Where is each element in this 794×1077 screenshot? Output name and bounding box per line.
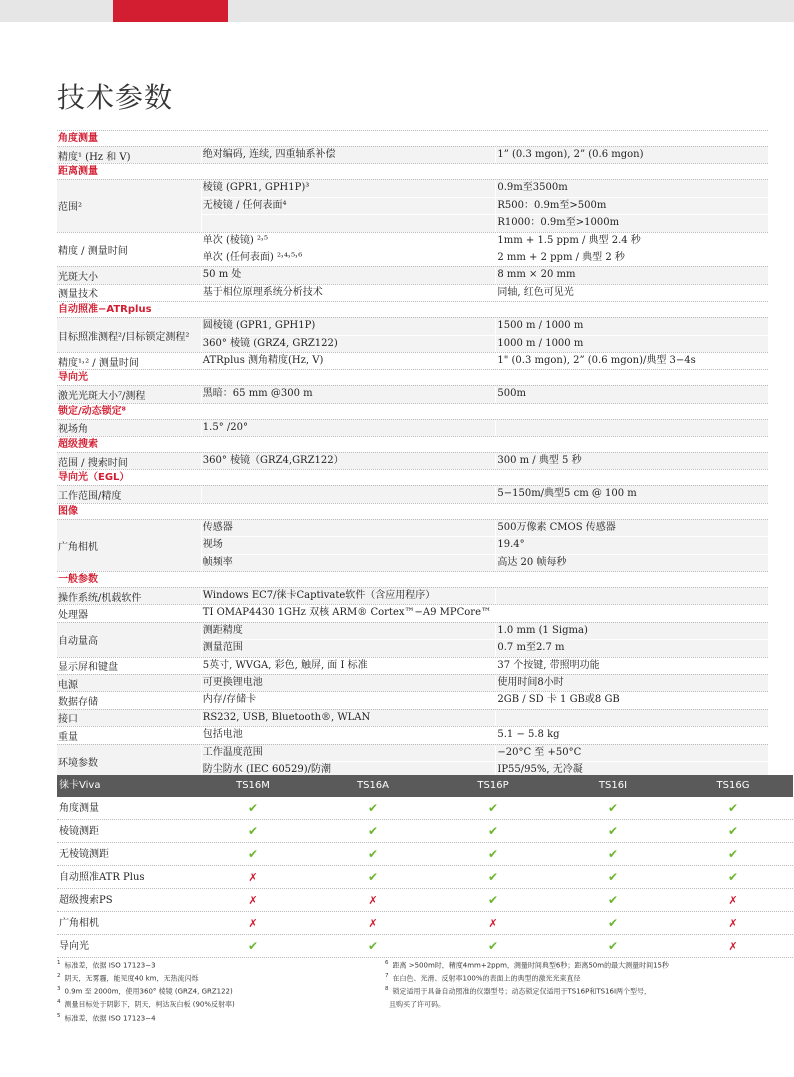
spec-value-col bbox=[495, 420, 768, 436]
spec-value-col bbox=[495, 318, 768, 352]
spec-detail-col bbox=[201, 692, 496, 708]
model-column-header: TS16A bbox=[356, 780, 390, 791]
section-heading bbox=[57, 369, 768, 385]
spec-detail-col bbox=[201, 520, 496, 571]
footnote-text: 标准差，依据 ISO 17123−3 bbox=[64, 961, 156, 970]
spec-detail: 1.5° /20° bbox=[201, 420, 496, 436]
spec-value-col bbox=[495, 727, 768, 743]
spec-detail: 视场 bbox=[201, 536, 496, 553]
section-title: 超级搜索 bbox=[58, 439, 98, 451]
spec-value: 1” (0.3 mgon), 2” (0.6 mgon) bbox=[495, 147, 768, 163]
feature-label: 导向光 bbox=[59, 941, 89, 952]
section-heading bbox=[57, 436, 768, 452]
footnote-number: 3 bbox=[57, 986, 61, 993]
check-icon: ✔ bbox=[247, 824, 259, 838]
spec-value bbox=[495, 605, 768, 621]
spec-value-col bbox=[495, 588, 768, 604]
spec-label: 自动量高 bbox=[58, 636, 98, 648]
cross-icon: ✗ bbox=[728, 940, 738, 953]
section-heading bbox=[57, 130, 768, 146]
spec-value-col bbox=[495, 147, 768, 163]
spec-detail: 5英寸, WVGA, 彩色, 触屏, 面 I 标准 bbox=[201, 658, 496, 674]
spec-label: 目标照准测程²/目标锁定测程² bbox=[58, 331, 190, 343]
check-icon: ✔ bbox=[727, 847, 739, 861]
spec-label: 激光光斑大小⁷/测程 bbox=[58, 390, 146, 402]
footnote-number: 2 bbox=[57, 973, 61, 980]
spec-table bbox=[57, 130, 768, 778]
spec-label: 光斑大小 bbox=[58, 272, 98, 284]
comparison-row bbox=[57, 935, 793, 958]
spec-value-col bbox=[495, 745, 768, 779]
cross-icon: ✗ bbox=[368, 917, 378, 930]
spec-detail: 黑暗：65 mm @300 m bbox=[201, 386, 496, 402]
spec-value: 5−150m/典型5 cm @ 100 m bbox=[495, 486, 768, 502]
model-column-header: TS16M bbox=[236, 780, 270, 791]
spec-row bbox=[57, 519, 768, 571]
check-icon: ✔ bbox=[607, 870, 619, 884]
spec-detail: 包括电池 bbox=[201, 727, 496, 743]
spec-row bbox=[57, 726, 768, 743]
spec-row bbox=[57, 146, 768, 163]
cross-icon: ✗ bbox=[728, 894, 738, 907]
spec-label: 精度¹ (Hz 和 V) bbox=[58, 151, 131, 163]
check-icon: ✔ bbox=[487, 824, 499, 838]
spec-value-col bbox=[495, 180, 768, 231]
feature-label: 自动照准ATR Plus bbox=[59, 872, 145, 883]
spec-detail: 防尘防水 (IEC 60529)/防潮 bbox=[201, 761, 496, 778]
spec-detail: 测距精度 bbox=[201, 623, 496, 639]
footnote-number: 1 bbox=[57, 960, 61, 966]
spec-detail-col bbox=[201, 658, 496, 674]
footnote bbox=[385, 984, 735, 997]
spec-value-col bbox=[495, 692, 768, 708]
spec-label: 电源 bbox=[58, 679, 78, 691]
footnote-number: 8 bbox=[385, 986, 389, 993]
check-icon: ✔ bbox=[487, 870, 499, 884]
spec-value: 300 m / 典型 5 秒 bbox=[495, 453, 768, 469]
check-icon: ✔ bbox=[367, 870, 379, 884]
spec-detail: 绝对编码, 连续, 四重轴系补偿 bbox=[201, 147, 496, 163]
comparison-header-row bbox=[57, 775, 793, 797]
spec-row bbox=[57, 179, 768, 231]
cross-icon: ✗ bbox=[488, 917, 498, 930]
spec-detail-col bbox=[201, 588, 496, 604]
spec-label: 测量技术 bbox=[58, 289, 98, 301]
footnote-text: 在白色、光滑、反射率100%的表面上的典型的激光光束直径 bbox=[392, 974, 581, 983]
spec-value: 5.1 − 5.8 kg bbox=[495, 727, 768, 743]
section-title: 锁定/动态锁定⁸ bbox=[58, 405, 127, 417]
spec-value: 1000 m / 1000 m bbox=[495, 335, 768, 352]
spec-value: 500万像素 CMOS 传感器 bbox=[495, 520, 768, 536]
spec-row bbox=[57, 744, 768, 779]
check-icon: ✔ bbox=[247, 847, 259, 861]
spec-row bbox=[57, 385, 768, 402]
check-icon: ✔ bbox=[607, 824, 619, 838]
section-heading bbox=[57, 163, 768, 179]
spec-label: 显示屏和键盘 bbox=[58, 662, 118, 674]
footnote-text: 测量目标处于阴影下，阴天，柯达灰白板 (90%反射率) bbox=[64, 1000, 235, 1009]
footnote-text: 且购买了许可码。 bbox=[389, 1000, 445, 1009]
check-icon: ✔ bbox=[607, 893, 619, 907]
check-icon: ✔ bbox=[367, 801, 379, 815]
check-icon: ✔ bbox=[367, 939, 379, 953]
spec-value: 500m bbox=[495, 386, 768, 402]
spec-value: 0.9m至3500m bbox=[495, 180, 768, 196]
cross-icon: ✗ bbox=[248, 894, 258, 907]
spec-detail: 基于相位原理系统分析技术 bbox=[201, 285, 496, 301]
comparison-row bbox=[57, 912, 793, 935]
spec-detail: 可更换锂电池 bbox=[201, 675, 496, 691]
spec-value: 1500 m / 1000 m bbox=[495, 318, 768, 334]
section-heading bbox=[57, 301, 768, 317]
footnote-text: 锁定适用于具备自动照准的仪器型号；动态锁定仅适用于TS16P和TS16I两个型号， bbox=[392, 987, 652, 996]
footnote bbox=[57, 997, 372, 1010]
spec-detail-col bbox=[201, 386, 496, 402]
spec-value-col bbox=[495, 233, 768, 267]
spec-label: 操作系统/机载软件 bbox=[58, 592, 142, 604]
spec-value: 0.7 m至2.7 m bbox=[495, 639, 768, 656]
spec-detail: 360° 棱镜 (GRZ4, GRZ122) bbox=[201, 335, 496, 352]
spec-label: 广角相机 bbox=[58, 541, 98, 553]
spec-row bbox=[57, 452, 768, 469]
model-column-header: TS16P bbox=[477, 780, 509, 791]
spec-detail-col bbox=[201, 727, 496, 743]
spec-detail: RS232, USB, Bluetooth®, WLAN bbox=[201, 710, 496, 726]
spec-detail: 50 m 处 bbox=[201, 267, 496, 283]
comparison-row bbox=[57, 797, 793, 820]
cross-icon: ✗ bbox=[728, 917, 738, 930]
footnote-number: 4 bbox=[57, 999, 61, 1006]
spec-detail-col bbox=[201, 453, 496, 469]
spec-row bbox=[57, 622, 768, 657]
check-icon: ✔ bbox=[487, 893, 499, 907]
spec-detail: 帧频率 bbox=[201, 554, 496, 571]
top-banner bbox=[0, 0, 794, 22]
spec-row bbox=[57, 266, 768, 283]
check-icon: ✔ bbox=[487, 801, 499, 815]
section-heading bbox=[57, 571, 768, 587]
spec-detail-col bbox=[201, 605, 496, 621]
footnote-text: 0.9m 至 2000m，使用360° 棱镜 (GRZ4, GRZ122) bbox=[64, 987, 233, 996]
spec-detail: 传感器 bbox=[201, 520, 496, 536]
section-title: 自动照准−ATRplus bbox=[58, 304, 152, 316]
spec-value: 37 个按键, 带照明功能 bbox=[495, 658, 768, 674]
footnote-text: 阴天，无雾霾，能见度40 km，无热流闪烁 bbox=[64, 974, 199, 983]
spec-value: 1" (0.3 mgon), 2” (0.6 mgon)/典型 3−4s bbox=[495, 353, 768, 369]
spec-detail: 360° 棱镜（GRZ4,GRZ122） bbox=[201, 453, 496, 469]
spec-value: 1.0 mm (1 Sigma) bbox=[495, 623, 768, 639]
spec-row bbox=[57, 317, 768, 352]
spec-value-col bbox=[495, 267, 768, 283]
section-title: 角度测量 bbox=[58, 133, 98, 144]
footnote bbox=[385, 997, 735, 1010]
spec-row bbox=[57, 709, 768, 726]
spec-detail-col bbox=[201, 267, 496, 283]
spec-value-col bbox=[495, 486, 768, 502]
section-title: 图像 bbox=[58, 505, 78, 517]
spec-value-col bbox=[495, 675, 768, 691]
check-icon: ✔ bbox=[487, 939, 499, 953]
spec-label: 范围² bbox=[58, 202, 83, 214]
spec-value: IP55/95%, 无冷凝 bbox=[495, 761, 768, 778]
spec-detail: 棱镜 (GPR1, GPH1P)³ bbox=[201, 180, 496, 196]
spec-detail: ATRplus 测角精度(Hz, V) bbox=[201, 353, 496, 369]
spec-detail: 无棱镜 / 任何表面⁴ bbox=[201, 197, 496, 214]
spec-detail-col bbox=[201, 745, 496, 779]
spec-detail-col bbox=[201, 180, 496, 231]
spec-row bbox=[57, 587, 768, 604]
section-title: 导向光 bbox=[58, 372, 88, 384]
spec-detail: 测量范围 bbox=[201, 639, 496, 656]
section-heading bbox=[57, 403, 768, 419]
section-heading bbox=[57, 503, 768, 519]
spec-value-col bbox=[495, 658, 768, 674]
feature-label: 广角相机 bbox=[59, 918, 99, 929]
spec-detail-col bbox=[201, 233, 496, 267]
spec-detail-col bbox=[201, 285, 496, 301]
spec-value bbox=[495, 588, 768, 604]
cross-icon: ✗ bbox=[368, 894, 378, 907]
spec-detail bbox=[201, 486, 496, 502]
check-icon: ✔ bbox=[367, 847, 379, 861]
spec-detail: 工作温度范围 bbox=[201, 745, 496, 761]
spec-detail-col bbox=[201, 318, 496, 352]
footnote-text: 标准差，依据 ISO 17123−4 bbox=[64, 1013, 156, 1022]
spec-value: R1000：0.9m至>1000m bbox=[495, 214, 768, 231]
spec-value-col bbox=[495, 353, 768, 369]
spec-value: 2GB / SD 卡 1 GB或8 GB bbox=[495, 692, 768, 708]
section-title: 距离测量 bbox=[58, 166, 98, 178]
check-icon: ✔ bbox=[607, 916, 619, 930]
section-title: 一般参数 bbox=[58, 574, 98, 586]
footnote bbox=[57, 958, 372, 971]
spec-detail bbox=[201, 214, 496, 231]
comparison-row bbox=[57, 820, 793, 843]
spec-label: 接口 bbox=[58, 714, 78, 726]
footnote-number: 6 bbox=[385, 960, 389, 966]
spec-value: 高达 20 帧每秒 bbox=[495, 554, 768, 571]
footnote bbox=[57, 1011, 372, 1024]
spec-label: 数据存储 bbox=[58, 697, 98, 709]
cross-icon: ✗ bbox=[248, 871, 258, 884]
spec-value: 8 mm × 20 mm bbox=[495, 267, 768, 283]
spec-detail: 内存/存储卡 bbox=[201, 692, 496, 708]
comparison-row bbox=[57, 843, 793, 866]
spec-detail-col bbox=[201, 147, 496, 163]
section-heading bbox=[57, 469, 768, 485]
cross-icon: ✗ bbox=[248, 917, 258, 930]
footnote bbox=[385, 971, 735, 984]
spec-label: 范围 / 搜索时间 bbox=[58, 457, 128, 469]
check-icon: ✔ bbox=[607, 847, 619, 861]
page-title: 技术参数 bbox=[57, 81, 174, 114]
spec-row bbox=[57, 419, 768, 436]
spec-label: 重量 bbox=[58, 731, 78, 743]
check-icon: ✔ bbox=[247, 801, 259, 815]
brand-label: 徕卡Viva bbox=[59, 780, 101, 791]
spec-detail: 单次 (任何表面) ²˒⁴˒⁵˒⁶ bbox=[201, 249, 496, 266]
spec-label: 视场角 bbox=[58, 424, 88, 436]
spec-value-col bbox=[495, 710, 768, 726]
spec-value: 同轴, 红色可见光 bbox=[495, 285, 768, 301]
check-icon: ✔ bbox=[727, 824, 739, 838]
footnote-number: 5 bbox=[57, 1012, 61, 1019]
spec-label: 处理器 bbox=[58, 610, 88, 622]
comparison-row bbox=[57, 866, 793, 889]
check-icon: ✔ bbox=[607, 939, 619, 953]
spec-row bbox=[57, 485, 768, 502]
spec-detail-col bbox=[201, 710, 496, 726]
section-title: 导向光（EGL） bbox=[58, 472, 130, 484]
spec-label: 精度¹˒² / 测量时间 bbox=[58, 357, 139, 369]
comparison-row bbox=[57, 889, 793, 912]
spec-value: 使用时间8小时 bbox=[495, 675, 768, 691]
spec-detail-col bbox=[201, 623, 496, 657]
brand-accent-bar bbox=[113, 0, 228, 22]
spec-value bbox=[495, 420, 768, 436]
spec-value-col bbox=[495, 623, 768, 657]
check-icon: ✔ bbox=[247, 939, 259, 953]
spec-value-col bbox=[495, 386, 768, 402]
footnote-number: 7 bbox=[385, 973, 389, 980]
spec-value-col bbox=[495, 605, 768, 621]
spec-value: 19.4° bbox=[495, 536, 768, 553]
check-icon: ✔ bbox=[607, 801, 619, 815]
spec-detail: Windows EC7/徕卡Captivate软件（含应用程序） bbox=[201, 588, 496, 604]
spec-row bbox=[57, 657, 768, 674]
spec-value: 2 mm + 2 ppm / 典型 2 秒 bbox=[495, 249, 768, 266]
spec-row bbox=[57, 284, 768, 301]
spec-detail-col bbox=[201, 353, 496, 369]
spec-label: 环境参数 bbox=[58, 757, 98, 769]
spec-value-col bbox=[495, 520, 768, 571]
spec-detail-col bbox=[201, 486, 496, 502]
spec-row bbox=[57, 674, 768, 691]
spec-row bbox=[57, 352, 768, 369]
feature-label: 棱镜测距 bbox=[59, 826, 99, 837]
spec-value: −20°C 至 +50°C bbox=[495, 745, 768, 761]
spec-row bbox=[57, 691, 768, 708]
footnote bbox=[57, 971, 372, 984]
spec-detail: 圆棱镜 (GPR1, GPH1P) bbox=[201, 318, 496, 334]
footnote-text: 距离 >500m时，精度4mm+2ppm，测量时间典型6秒；距离50m的最大测量时间15秒 bbox=[392, 961, 669, 970]
model-comparison-table bbox=[57, 775, 793, 958]
model-column-header: TS16I bbox=[598, 780, 628, 791]
model-column-header: TS16G bbox=[716, 780, 750, 791]
feature-label: 超级搜索PS bbox=[59, 895, 113, 906]
footnote bbox=[385, 958, 735, 971]
spec-row bbox=[57, 232, 768, 267]
comparison-body bbox=[57, 797, 793, 958]
spec-detail: 单次 (棱镜) ²˒⁵ bbox=[201, 233, 496, 249]
footnote bbox=[57, 984, 372, 997]
spec-row bbox=[57, 604, 768, 621]
spec-value: R500：0.9m至>500m bbox=[495, 197, 768, 214]
spec-detail: TI OMAP4430 1GHz 双核 ARM® Cortex™−A9 MPCore™ bbox=[201, 605, 496, 621]
check-icon: ✔ bbox=[487, 847, 499, 861]
spec-value-col bbox=[495, 453, 768, 469]
check-icon: ✔ bbox=[367, 824, 379, 838]
spec-value bbox=[495, 710, 768, 726]
footnotes-right bbox=[385, 958, 735, 1011]
check-icon: ✔ bbox=[727, 870, 739, 884]
footnotes-left bbox=[57, 958, 372, 1024]
check-icon: ✔ bbox=[727, 801, 739, 815]
feature-label: 无棱镜测距 bbox=[59, 849, 109, 860]
spec-value-col bbox=[495, 285, 768, 301]
spec-value: 1mm + 1.5 ppm / 典型 2.4 秒 bbox=[495, 233, 768, 249]
spec-label: 精度 / 测量时间 bbox=[58, 245, 128, 257]
spec-detail-col bbox=[201, 420, 496, 436]
feature-label: 角度测量 bbox=[59, 803, 99, 814]
spec-label: 工作范围/精度 bbox=[58, 491, 122, 503]
spec-detail-col bbox=[201, 675, 496, 691]
